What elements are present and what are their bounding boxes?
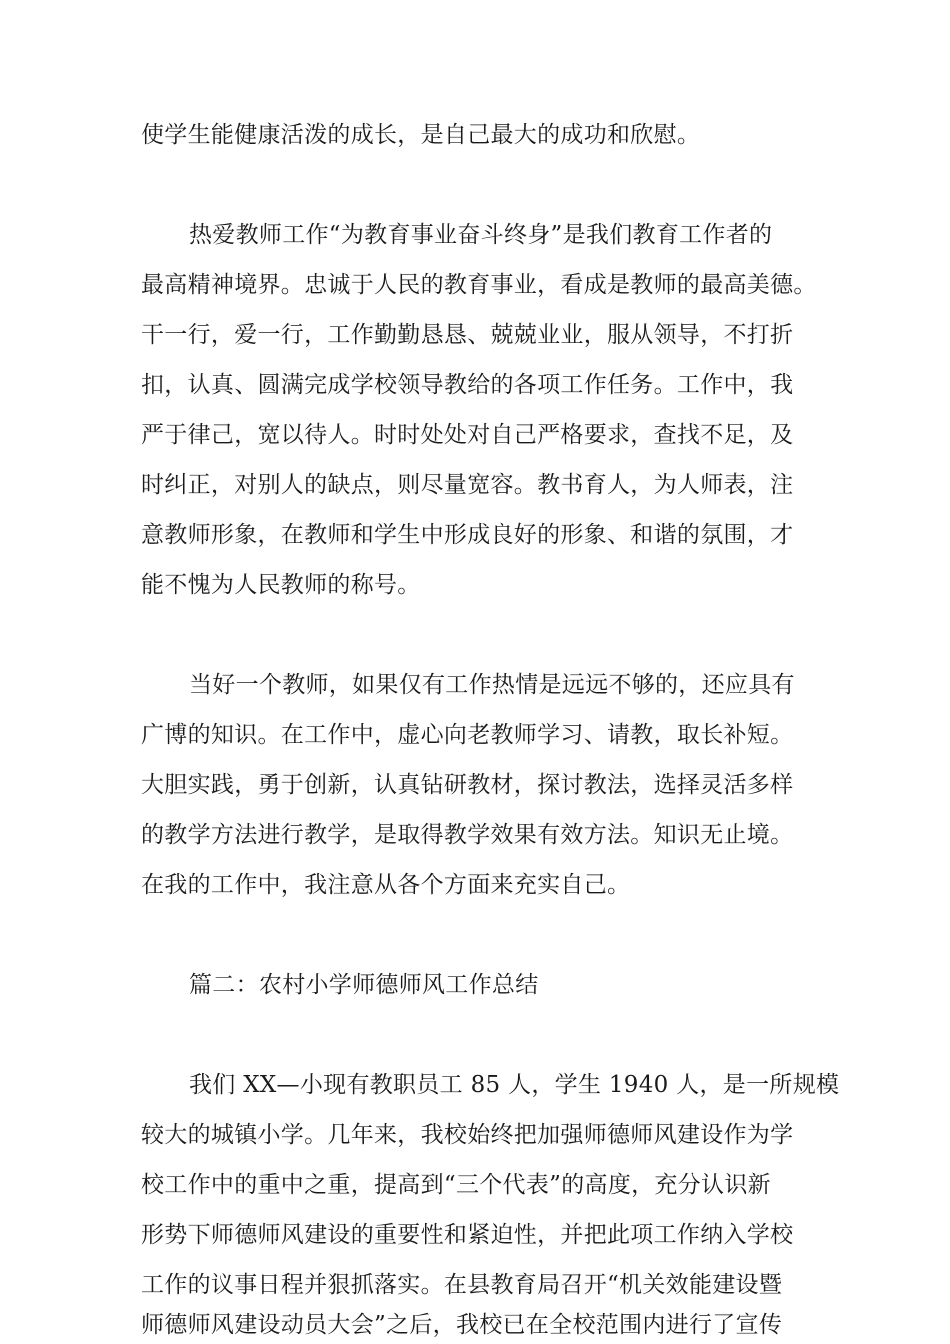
text-line: 意教师形象，在教师和学生中形成良好的形象、和谐的氛围，才 — [141, 522, 794, 548]
text-line: 大胆实践，勇于创新，认真钻研教材，探讨教法，选择灵活多样 — [141, 772, 794, 798]
text-line: 干一行，爱一行，工作勤勤恳恳、兢兢业业，服从领导，不打折 — [141, 322, 794, 348]
section-heading: 篇二：农村小学师德师风工作总结 — [189, 972, 539, 998]
text-line: 的教学方法进行教学，是取得教学效果有效方法。知识无止境。 — [141, 822, 794, 848]
text-line: 扣，认真、圆满完成学校领导教给的各项工作任务。工作中，我 — [141, 372, 794, 398]
text-line: 较大的城镇小学。几年来，我校始终把加强师德师风建设作为学 — [141, 1122, 794, 1148]
text-line: 最高精神境界。忠诚于人民的教育事业，看成是教师的最高美德。 — [141, 272, 817, 298]
text-line: 当好一个教师，如果仅有工作热情是远远不够的，还应具有 — [189, 672, 795, 698]
text-line: 在我的工作中，我注意从各个方面来充实自己。 — [141, 872, 631, 898]
text-line: 严于律己，宽以待人。时时处处对自己严格要求，查找不足，及 — [141, 422, 794, 448]
text-line: 热爱教师工作“为教育事业奋斗终身”是我们教育工作者的 — [189, 222, 773, 248]
text-line: 时纠正，对别人的缺点，则尽量宽容。教书育人，为人师表，注 — [141, 472, 794, 498]
text-line: 广博的知识。在工作中，虚心向老教师学习、请教，取长补短。 — [141, 722, 794, 748]
text-line: 能不愧为人民教师的称号。 — [141, 572, 421, 598]
text-line: 师德师风建设动员大会”之后，我校已在全校范围内进行了宣传 — [141, 1312, 783, 1338]
text-line: 使学生能健康活泼的成长，是自己最大的成功和欣慰。 — [141, 122, 701, 148]
text-line: 形势下师德师风建设的重要性和紧迫性，并把此项工作纳入学校 — [141, 1222, 794, 1248]
text-line: 我们 XX—小现有教职员工 85 人，学生 1940 人，是一所规模 — [189, 1072, 840, 1098]
text-line: 工作的议事日程并狠抓落实。在县教育局召开“机关效能建设暨 — [141, 1272, 783, 1298]
text-line: 校工作中的重中之重，提高到“三个代表”的高度，充分认识新 — [141, 1172, 771, 1198]
